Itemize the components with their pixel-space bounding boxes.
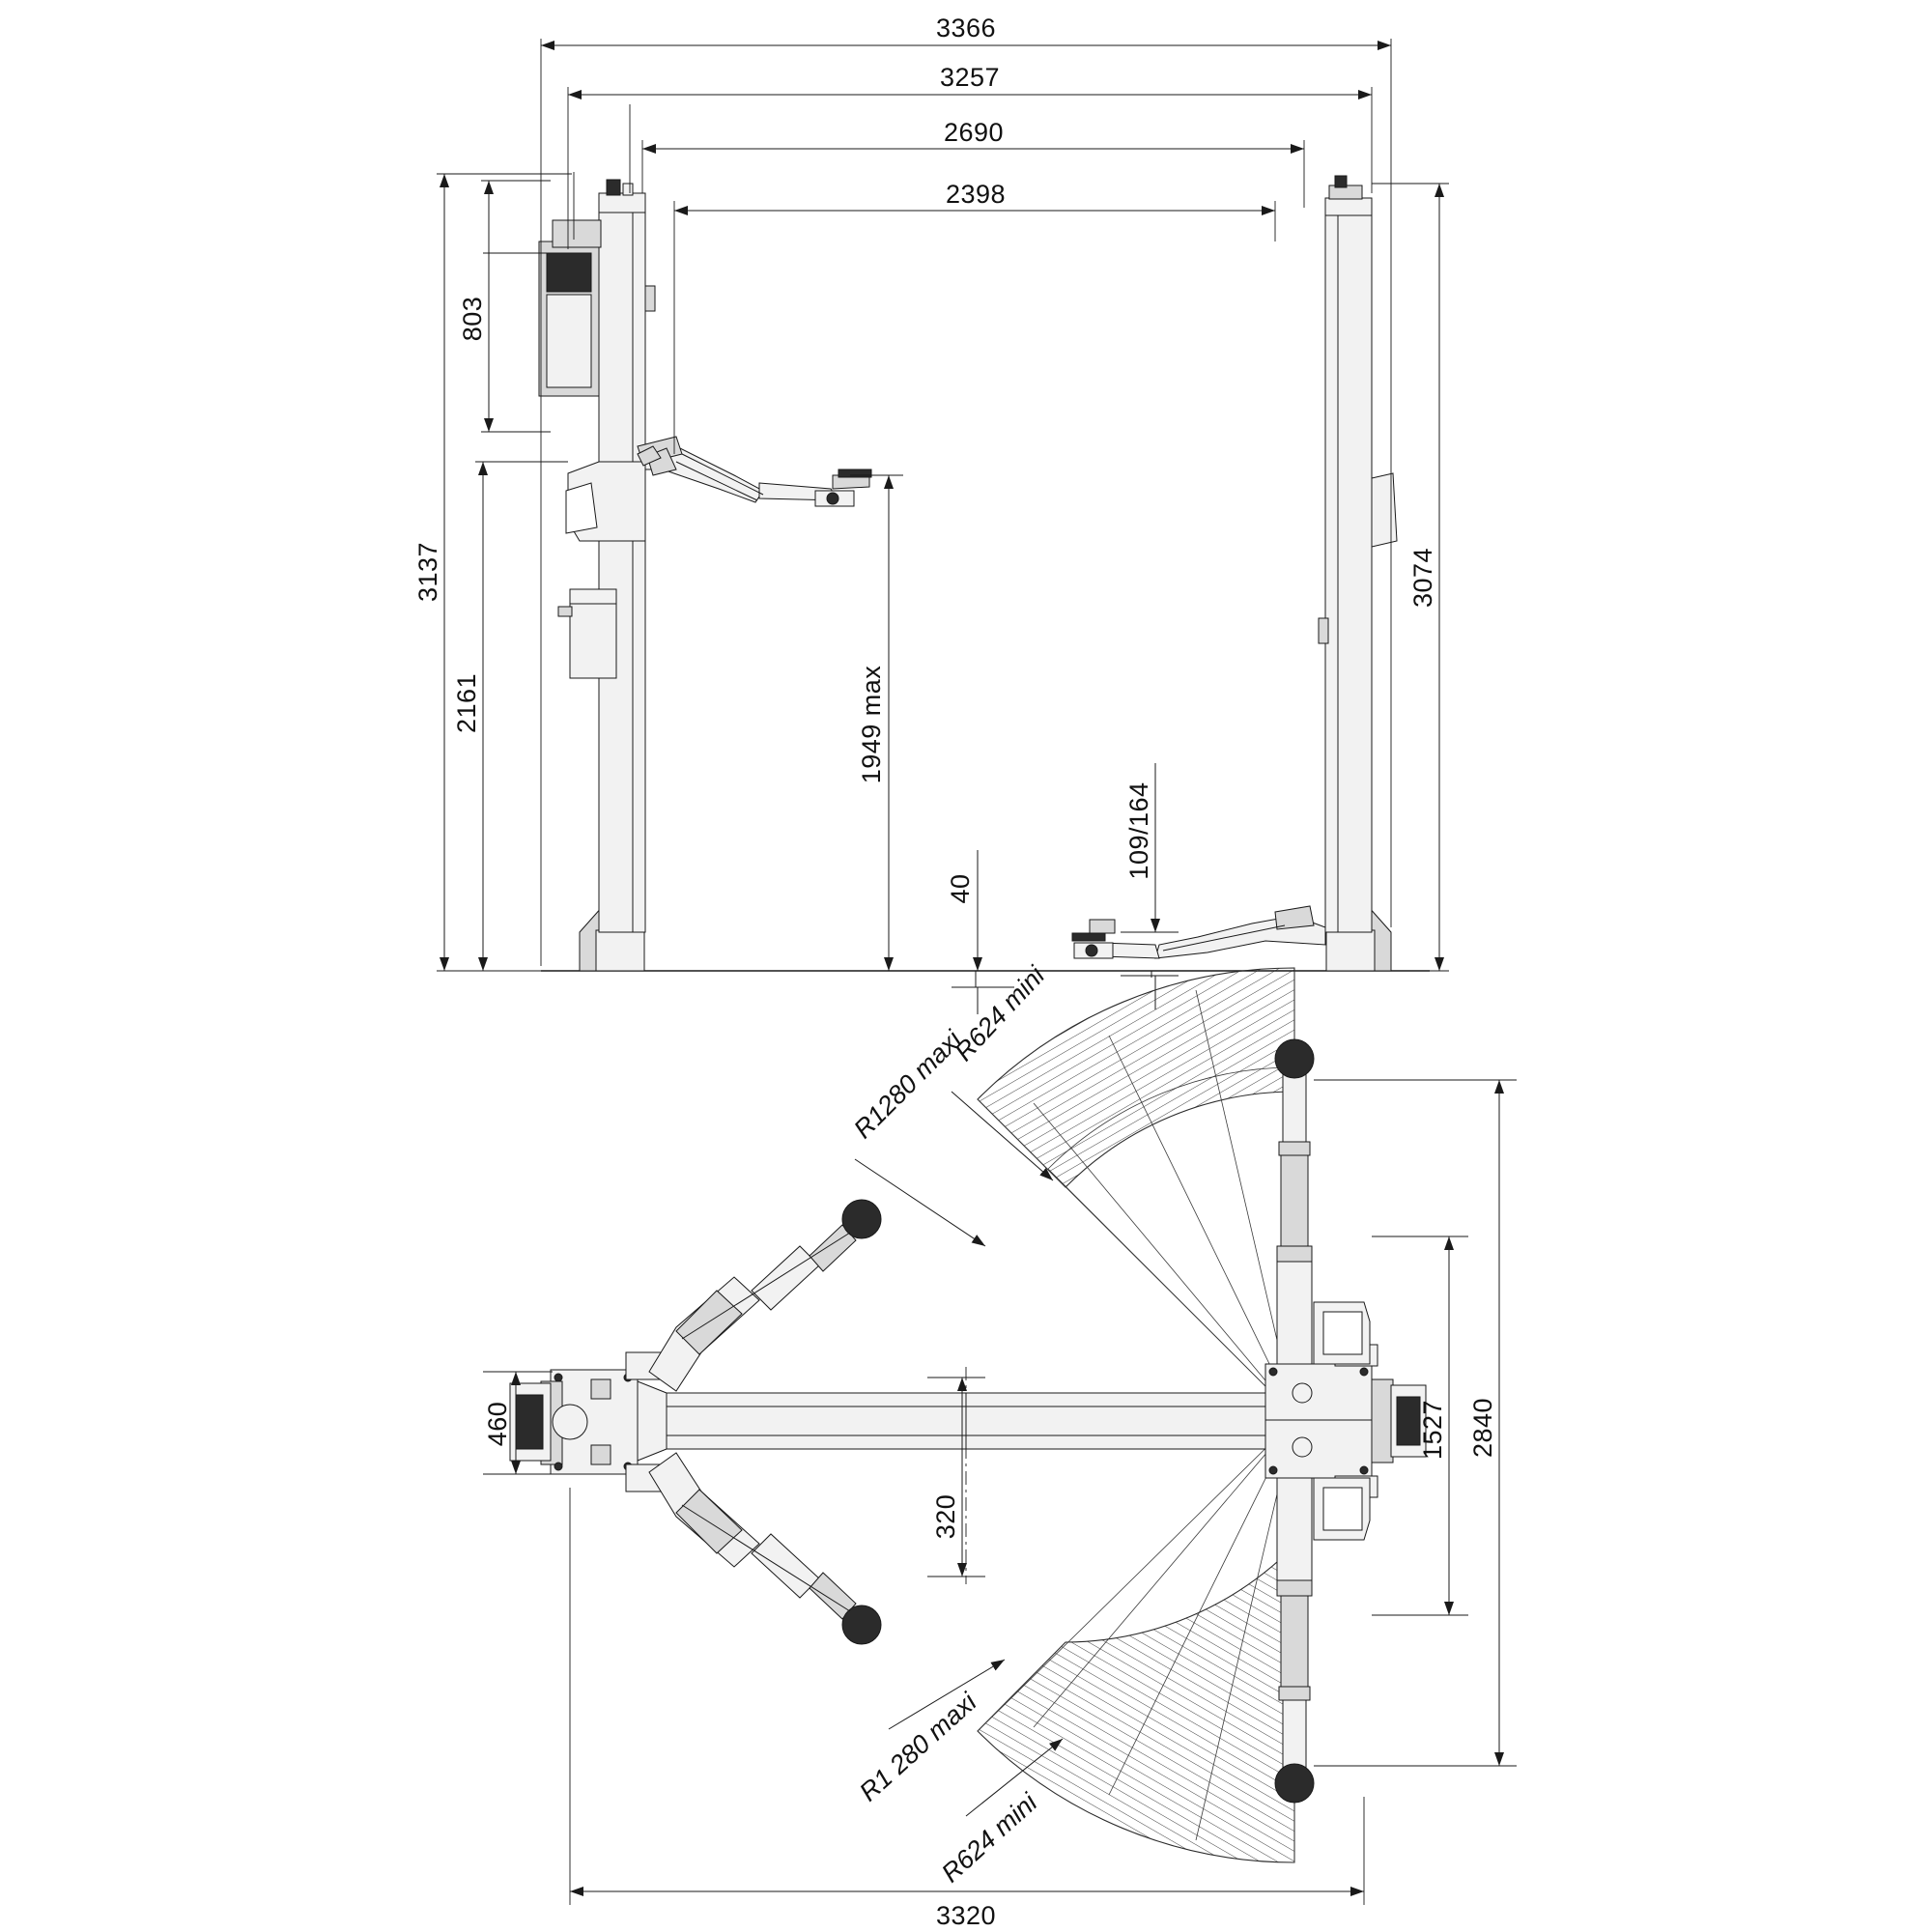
right-post-lower-arm (1072, 906, 1325, 958)
right-post (1072, 176, 1397, 971)
radius-label-r624-mini-bottom: R624 mini (935, 1787, 1043, 1889)
dim-label-post-width: 460 (483, 1401, 512, 1447)
left-lower-arm-plan (649, 1453, 881, 1644)
radius-label-r1280-maxi-bottom: R1 280 maxi (853, 1687, 982, 1807)
top-plan-view (483, 960, 1517, 1930)
left-post-upper-arm (638, 437, 871, 506)
dim-3366 (541, 14, 1391, 966)
dim-label-inner-width: 1527 (1418, 1399, 1447, 1461)
dim-label-base-plate-height: 40 (946, 873, 975, 904)
dim-803 (458, 181, 551, 432)
dim-label-carriage-height: 2161 (452, 672, 481, 734)
left-upper-arm-plan (649, 1200, 881, 1391)
radius-label-r624-mini-top: R624 mini (949, 960, 1051, 1067)
dim-2398 (674, 180, 1275, 454)
dim-label-overall-width-second: 3257 (939, 63, 1001, 92)
dim-label-right-post-height: 3074 (1408, 547, 1437, 609)
swing-fan-upper (978, 968, 1294, 1415)
dim-label-arm-offset: 320 (931, 1493, 960, 1540)
dim-label-overall-width-outer: 3366 (935, 14, 997, 43)
dim-label-overall-height: 3137 (413, 541, 442, 603)
front-elevation-view (413, 14, 1449, 1014)
dim-label-top-beam-height: 803 (458, 296, 487, 342)
dim-3074 (1372, 184, 1449, 971)
dim-3257 (568, 63, 1372, 249)
dim-2161 (452, 462, 568, 971)
right-upper-arm-plan (1275, 1039, 1370, 1364)
radius-label-r1280-maxi-top: R1280 maxi (848, 1025, 968, 1145)
dim-label-clear-width: 2398 (945, 180, 1007, 209)
dim-label-post-centres: 2690 (943, 118, 1005, 147)
dim-label-overall-depth: 3320 (935, 1901, 997, 1930)
dim-109-164 (1121, 763, 1179, 1009)
dim-label-pad-height-range: 109/164 (1124, 781, 1153, 880)
dim-1949-max (850, 475, 903, 971)
right-lower-arm-plan (1275, 1478, 1370, 1803)
dim-label-max-lift-height: 1949 max (857, 665, 886, 784)
right-post-plan (1265, 1345, 1426, 1497)
left-post (539, 180, 871, 971)
cross-beam (638, 1381, 1265, 1461)
dim-label-outer-width: 2840 (1468, 1397, 1497, 1459)
